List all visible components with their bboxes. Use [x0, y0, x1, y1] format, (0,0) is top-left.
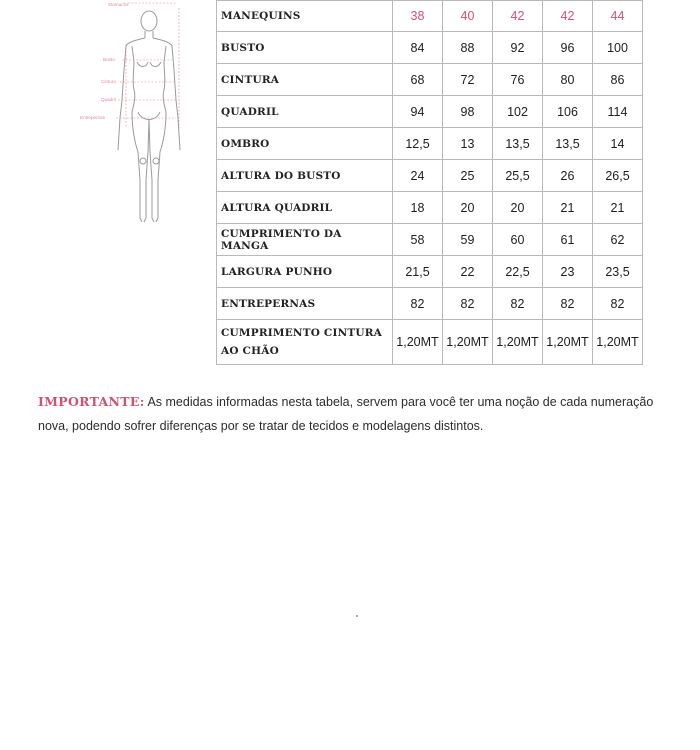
measurement-value: 13,5	[493, 128, 543, 160]
measurement-value: 82	[493, 288, 543, 320]
size-chart-body	[217, 1, 643, 365]
table-row	[217, 96, 643, 128]
table-row	[217, 224, 643, 256]
measurement-value: 1,20MT	[543, 320, 593, 365]
size-header: 40	[443, 1, 493, 32]
measurement-value: 61	[543, 224, 593, 256]
note-text: As medidas informadas nesta tabela, servem para você ter uma noção de cada numeração nova, podendo sofrer diferenças por se tratar de tecidos e modelagens distintos.	[38, 395, 654, 433]
table-row	[217, 256, 643, 288]
measurement-value: 102	[493, 96, 543, 128]
measurement-label: CUMPRIMENTO CINTURA AO CHÃO	[217, 320, 393, 365]
measurement-value: 82	[543, 288, 593, 320]
measurement-value: 13,5	[543, 128, 593, 160]
measurement-value: 96	[543, 32, 593, 64]
measurement-value: 100	[593, 32, 643, 64]
figure-label: Entrepernas	[80, 115, 106, 120]
measurement-value: 92	[493, 32, 543, 64]
measurement-label: LARGURA PUNHO	[217, 256, 393, 288]
measurement-label: BUSTO	[217, 32, 393, 64]
measurement-value: 23	[543, 256, 593, 288]
size-header: 44	[593, 1, 643, 32]
measurement-value: 60	[493, 224, 543, 256]
measurement-value: 26,5	[593, 160, 643, 192]
table-row	[217, 192, 643, 224]
measurement-value: 20	[443, 192, 493, 224]
table-header-row	[217, 1, 643, 32]
table-row	[217, 320, 643, 365]
important-note	[38, 390, 666, 438]
measurement-value: 14	[593, 128, 643, 160]
measurement-value: 21,5	[393, 256, 443, 288]
table-row	[217, 32, 643, 64]
measurement-label: CINTURA	[217, 64, 393, 96]
measurement-label: ALTURA QUADRIL	[217, 192, 393, 224]
measurement-value: 20	[493, 192, 543, 224]
figure-label: Quadril	[101, 97, 116, 102]
measurement-label: OMBRO	[217, 128, 393, 160]
measurement-value: 58	[393, 224, 443, 256]
body-measurement-figure	[76, 0, 194, 232]
size-header: 42	[493, 1, 543, 32]
measurement-value: 84	[393, 32, 443, 64]
measurement-value: 23,5	[593, 256, 643, 288]
note-keyword: IMPORTANTE:	[38, 394, 145, 409]
measurement-value: 25	[443, 160, 493, 192]
measurement-value: 62	[593, 224, 643, 256]
table-row	[217, 128, 643, 160]
measurement-value: 1,20MT	[393, 320, 443, 365]
measurement-value: 114	[593, 96, 643, 128]
measurement-value: 12,5	[393, 128, 443, 160]
measurement-value: 86	[593, 64, 643, 96]
measurement-value: 21	[593, 192, 643, 224]
figure-label: Stomachs	[108, 2, 129, 7]
measurement-value: 80	[543, 64, 593, 96]
measurement-value: 106	[543, 96, 593, 128]
figure-label: Busto	[103, 57, 115, 62]
size-header: 42	[543, 1, 593, 32]
table-row	[217, 288, 643, 320]
measurement-value: 1,20MT	[593, 320, 643, 365]
measurement-value: 22	[443, 256, 493, 288]
measurement-value: 21	[543, 192, 593, 224]
measurement-value: 26	[543, 160, 593, 192]
size-chart-table	[216, 0, 643, 365]
measurement-label: QUADRIL	[217, 96, 393, 128]
size-header: 38	[393, 1, 443, 32]
measurement-value: 59	[443, 224, 493, 256]
measurement-value: 88	[443, 32, 493, 64]
table-row	[217, 64, 643, 96]
measurement-value: 98	[443, 96, 493, 128]
measurement-label: ENTREPERNAS	[217, 288, 393, 320]
measurement-value: 82	[593, 288, 643, 320]
measurement-value: 18	[393, 192, 443, 224]
table-row	[217, 160, 643, 192]
measurement-value: 82	[443, 288, 493, 320]
female-silhouette-icon	[76, 0, 194, 232]
measurement-value: 13	[443, 128, 493, 160]
measurement-value: 22,5	[493, 256, 543, 288]
measurement-label: CUMPRIMENTO DA MANGA	[217, 224, 393, 256]
measurement-value: 1,20MT	[443, 320, 493, 365]
measurement-value: 82	[393, 288, 443, 320]
stray-dot	[356, 615, 358, 617]
figure-label: Cintura	[101, 79, 116, 84]
header-label: MANEQUINS	[217, 1, 393, 32]
measurement-value: 24	[393, 160, 443, 192]
measurement-value: 1,20MT	[493, 320, 543, 365]
measurement-value: 25,5	[493, 160, 543, 192]
measurement-value: 68	[393, 64, 443, 96]
measurement-value: 94	[393, 96, 443, 128]
measurement-value: 72	[443, 64, 493, 96]
measurement-value: 76	[493, 64, 543, 96]
measurement-label: ALTURA DO BUSTO	[217, 160, 393, 192]
